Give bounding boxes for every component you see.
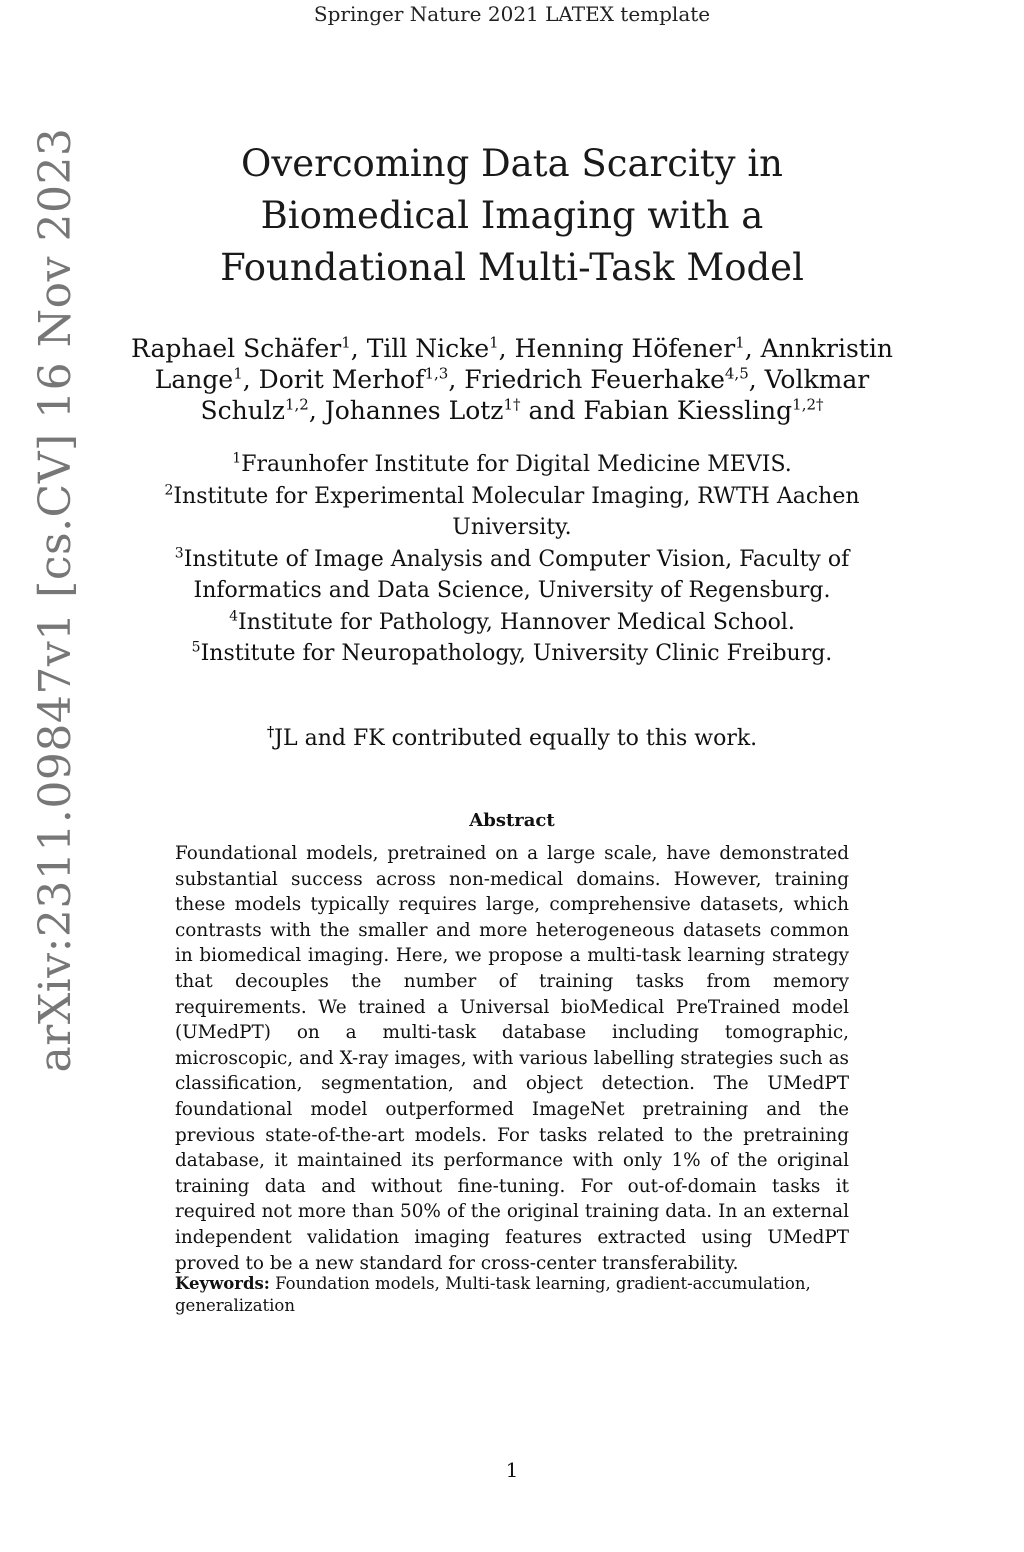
dagger-mark: † [266, 724, 275, 741]
author-entry: Henning Höfener$^1$, [514, 333, 761, 363]
author-name: Johannes Lotz [324, 396, 504, 425]
author-name: Volkmar Schulz [200, 365, 870, 425]
affiliation-number: 2 [164, 482, 174, 499]
author-affiliation-mark: 1† [503, 395, 521, 414]
author-entry: Johannes Lotz$^{1\dagger}$ and [324, 395, 584, 425]
author-entry: Dorit Merhof$^{1,3}$, [258, 364, 465, 394]
affiliation-number: 5 [191, 639, 201, 656]
affiliation-text: Fraunhofer Institute for Digital Medicine MEVIS. [241, 452, 792, 477]
author-list [130, 333, 894, 426]
arxiv-identifier-stamp: arXiv:2311.09847v1 [cs.CV] 16 Nov 2023 [30, 127, 81, 1073]
equal-contribution-text: JL and FK contributed equally to this work. [274, 726, 758, 751]
author-entry [583, 396, 823, 425]
author-affiliation-mark: 1 [735, 333, 745, 352]
author-name: Henning Höfener [514, 334, 736, 363]
author-name: Annkristin Lange [154, 334, 893, 394]
author-affiliation-mark: 1,2 [284, 395, 309, 414]
author-name: Fabian Kiessling [583, 396, 793, 425]
author-affiliation-mark: 1 [341, 333, 351, 352]
author-entry: Volkmar Schulz$^{1,2}$, [200, 365, 870, 425]
author-name: Dorit Merhof [258, 365, 425, 394]
abstract-heading: Abstract [469, 810, 555, 831]
affiliation-number: 1 [232, 450, 242, 467]
affiliation-list [140, 449, 884, 670]
affiliation-item [140, 638, 884, 670]
affiliation-number: 3 [174, 545, 184, 562]
keywords-text: Foundation models, Multi-task learning, gradient-accumulation, generalization [175, 1274, 811, 1315]
affiliation-item [140, 481, 884, 544]
author-entry: Friedrich Feuerhake$^{4,5}$, [464, 364, 765, 394]
author-affiliation-mark: 4,5 [724, 364, 749, 383]
affiliation-text: Institute of Image Analysis and Computer Vision, Faculty of Informatics and Data Science, University of Regensburg. [183, 546, 850, 603]
affiliation-item [140, 544, 884, 607]
author-entry: Till Nicke$^1$, [366, 333, 515, 363]
author-affiliation-mark: 1 [233, 364, 243, 383]
author-name: Raphael Schäfer [131, 334, 342, 363]
author-affiliation-mark: 1,3 [424, 364, 449, 383]
affiliation-item [140, 449, 884, 481]
author-name: Till Nicke [366, 334, 490, 363]
affiliation-text: Institute for Experimental Molecular Imaging, RWTH Aachen University. [173, 483, 860, 540]
affiliation-item [140, 607, 884, 639]
affiliation-text: Institute for Pathology, Hannover Medical School. [238, 609, 795, 635]
author-entry: Raphael Schäfer$^1$, [131, 333, 367, 363]
keywords [175, 1273, 849, 1317]
author-affiliation-mark: 1 [489, 333, 499, 352]
author-entry: Annkristin Lange$^1$, [154, 334, 893, 394]
author-affiliation-mark: 1,2† [792, 395, 824, 414]
running-header: Springer Nature 2021 LATEX template [313, 2, 711, 26]
abstract-text: Foundational models, pretrained on a large scale, have demonstrated substantial success across non-medical domains. However, training these models typically requires large, comprehensive datasets, which contrasts with the smaller and more heterogeneous datasets common in biomedical imaging. Here, we propose a multi-task learning strategy that decouples the number of training tasks from memory requirements. We trained a Universal bioMedical PreTrained model (UMedPT) on a multi-task database including tomographic, microscopic, and X-ray images, with various labelling strategies such as classification, segmentation, and object detection. The UMedPT foundational model outperformed ImageNet pretraining and the previous state-of-the-art models. For tasks related to the pretraining database, it maintained its performance with only 1% of the original training data and without fine-tuning. For out-of-domain tasks it required not more than 50% of the original training data. In an external independent validation imaging features extracted using UMedPT proved to be a new standard for cross-center transferability. [175, 843, 849, 1274]
paper-title: Overcoming Data Scarcity in Biomedical Imaging with a Foundational Multi-Task Model [220, 142, 804, 289]
page-number: 1 [505, 1458, 519, 1482]
affiliation-number: 4 [229, 608, 239, 625]
equal-contribution-note [150, 724, 874, 754]
author-name: Friedrich Feuerhake [464, 365, 725, 394]
affiliation-text: Institute for Neuropathology, University Clinic Freiburg. [200, 641, 833, 666]
keywords-label: Keywords: [175, 1274, 270, 1293]
